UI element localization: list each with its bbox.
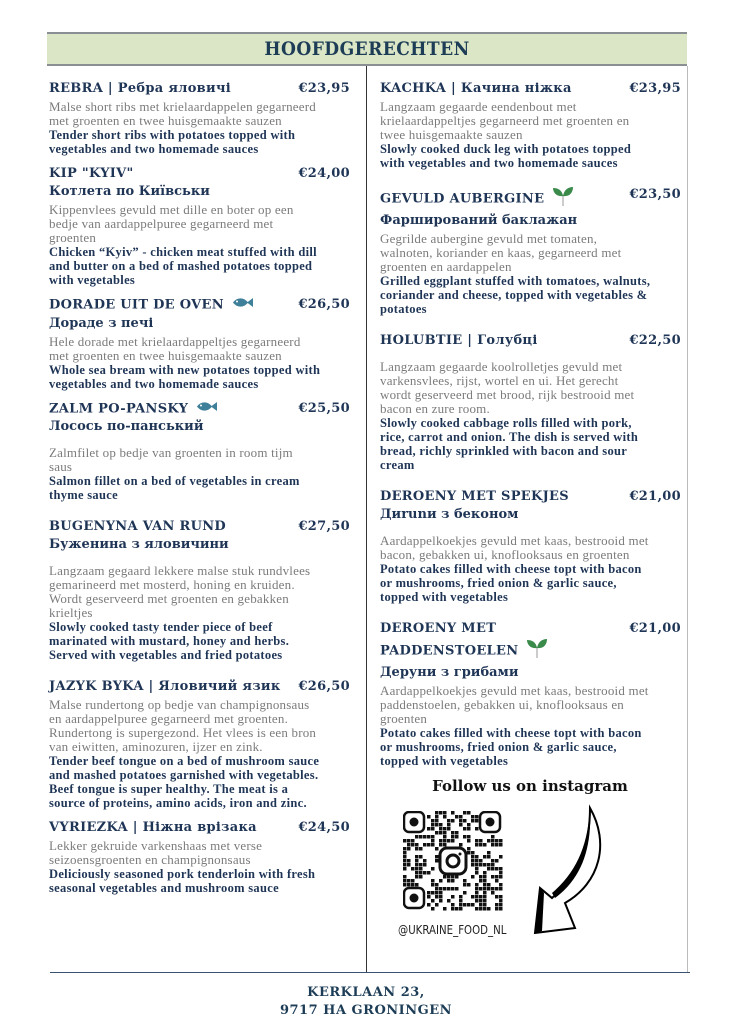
item-name-text: DEROENY MET PADDENSTOELEN xyxy=(380,621,519,659)
sprout-icon xyxy=(552,186,574,212)
right-column xyxy=(367,66,688,972)
item-description-en: Slowly cooked tasty tender piece of beef marinated with mustard, honey and herbs. Served with vegetables and fried potatoes xyxy=(49,620,290,662)
item-name-text: HOLUBTIE | Голубці xyxy=(380,333,538,348)
menu-item xyxy=(49,296,354,391)
item-title-row xyxy=(49,518,354,536)
item-price: €21,00 xyxy=(629,489,681,504)
menu-item xyxy=(49,165,354,287)
item-name-text: JAZYK BYKA | Яловичий язик xyxy=(49,679,281,694)
item-name-text: ZALM PO-PANSKY xyxy=(49,401,189,416)
item-title-row xyxy=(380,488,685,506)
instagram-block xyxy=(380,777,680,962)
address xyxy=(0,973,732,1034)
item-name xyxy=(49,400,298,419)
item-name xyxy=(49,678,298,696)
item-subtitle: Лосось по-панський xyxy=(49,419,204,434)
item-name-text: KIP "KYIV" xyxy=(49,166,134,181)
item-description-nl: Malse rundertong op bedje van champignonsaus en aardappelpuree gegarneerd met groenten. Rundertong is supergezond. Het vlees is een bron van eiwitten, aminozuren, ijzer en zink. xyxy=(49,697,317,754)
instagram-title: Follow us on instagram xyxy=(432,777,628,795)
address-line2: 9717 HA GRONINGEN xyxy=(279,1003,453,1018)
item-price: €25,50 xyxy=(298,400,350,416)
item-price: €24,00 xyxy=(298,166,350,181)
item-price: €23,50 xyxy=(629,187,681,202)
menu-item xyxy=(380,620,685,768)
item-price: €21,00 xyxy=(629,621,681,636)
menu-item xyxy=(380,332,685,472)
item-description-en: Grilled eggplant stuffed with tomatoes, walnuts, coriander and cheese, topped with vegetables & potatoes xyxy=(380,274,651,316)
item-title-row xyxy=(380,332,685,350)
menu-item xyxy=(380,488,685,604)
item-price: €26,50 xyxy=(298,679,350,694)
item-title-row xyxy=(380,80,685,98)
item-description-en: Potato cakes filled with cheese topt with bacon or mushrooms, fried onion & garlic sauce, topped with vegetables xyxy=(380,726,642,768)
menu-item xyxy=(49,518,354,662)
item-description-en: Whole sea bream with new potatoes topped with vegetables and two homemade sauces xyxy=(49,362,321,391)
item-price: €26,50 xyxy=(298,297,350,312)
item-title-row xyxy=(49,400,354,419)
item-name xyxy=(49,165,298,183)
item-name xyxy=(49,296,298,315)
item-title-row xyxy=(49,165,354,183)
section-title: HOOFDGERECHTEN xyxy=(264,38,470,60)
item-description-nl: Langzaam gegaarde koolrolletjes gevuld met varkensvlees, rijst, wortel en ui. Het gerecht wordt geserveerd met brood, rijk bestrooid met bacon en zure room. xyxy=(380,359,635,416)
item-title-row xyxy=(49,678,354,696)
item-subtitle: Диrunи з беконом xyxy=(380,507,519,522)
menu-item xyxy=(49,678,354,810)
item-name xyxy=(49,819,298,837)
item-name-text: DORADE UIT DE OVEN xyxy=(49,297,224,313)
item-subtitle: Буженина з яловичини xyxy=(49,537,229,552)
item-name-text: VYRIEZKA | Ніжна врізака xyxy=(49,820,257,835)
item-title-row xyxy=(49,819,354,837)
item-price: €27,50 xyxy=(298,519,350,534)
item-price: €23,95 xyxy=(298,81,350,96)
item-name xyxy=(380,620,629,664)
menu-item xyxy=(380,186,685,316)
item-name xyxy=(380,186,629,212)
item-description-en: Tender short ribs with potatoes topped with vegetables and two homemade sauces xyxy=(49,128,296,156)
fish-icon xyxy=(232,296,254,314)
item-description-nl: Zalmfilet op bedje van groenten in room tijm saus xyxy=(49,445,293,474)
item-name-text: DEROENY MET SPEKJES xyxy=(380,489,569,504)
item-description-nl: Malse short ribs met krielaardappelen gegarneerd met groenten en twee huisgemaakte sauzen xyxy=(49,99,316,128)
item-name-text: BUGENYNA VAN RUND xyxy=(49,519,226,534)
item-description-en: Deliciously seasoned pork tenderloin with fresh seasonal vegetables and mushroom sauce xyxy=(49,867,316,895)
item-description-nl: Aardappelkoekjes gevuld met kaas, bestrooid met paddenstoelen, gebakken ui, knoflooksaus en groenten xyxy=(380,683,649,726)
item-description-nl: Langzaam gegaard lekkere malse stuk rundvlees gemarineerd met mosterd, honing en kruiden. Wordt geserveerd met groenten en gebakken krieltjes xyxy=(49,563,311,620)
item-price: €23,95 xyxy=(629,81,681,96)
item-title-row xyxy=(49,80,354,98)
instagram-handle[interactable]: @UKRAINE_FOOD_NL xyxy=(398,923,507,937)
item-description-nl: Aardappelkoekjes gevuld met kaas, bestrooid met bacon, gebakken ui, knoflooksaus en groenten xyxy=(380,533,649,562)
menu-columns xyxy=(47,66,688,972)
item-title-row xyxy=(380,186,685,212)
item-name xyxy=(49,80,298,98)
item-name-text: GEVULD AUBERGINE xyxy=(380,191,545,207)
item-subtitle: Котлета по Київськи xyxy=(49,184,210,199)
item-name-text: REBRA | Ребра яловичі xyxy=(49,81,231,96)
item-description-en: Tender beef tongue on a bed of mushroom sauce and mashed potatoes garnished with vegetables. Beef tongue is super healthy. The meat is a source of proteins, amino acids, iron and zinc. xyxy=(49,754,320,810)
left-column xyxy=(47,66,367,972)
section-header xyxy=(47,32,687,66)
item-price: €22,50 xyxy=(629,333,681,348)
item-description-en: Salmon fillet on a bed of vegetables in cream thyme sauce xyxy=(49,474,300,502)
item-title-row xyxy=(49,296,354,315)
item-subtitle: Фарширований баклажан xyxy=(380,213,578,228)
menu-item xyxy=(49,80,354,156)
item-description-en: Potato cakes filled with cheese topt with bacon or mushrooms, fried onion & garlic sauce, topped with vegetables xyxy=(380,562,642,604)
item-description-nl: Langzaam gegaarde eendenbout met krielaardappeltjes gegarneerd met groenten en twee huisgemaakte sauzen xyxy=(380,99,630,142)
item-price: €24,50 xyxy=(298,820,350,835)
item-name xyxy=(49,518,298,536)
address-line1: KERKLAAN 23, xyxy=(307,985,425,1000)
item-name xyxy=(380,80,629,98)
item-description-en: Slowly cooked duck leg with potatoes topped with vegetables and two homemade sauces xyxy=(380,142,632,170)
instagram-qr-code[interactable] xyxy=(403,811,503,911)
item-name xyxy=(380,488,629,506)
arrow-icon xyxy=(530,803,610,943)
item-description-en: Slowly cooked cabbage rolls filled with pork, rice, carrot and onion. The dish is served with bread, richly sprinkled with bacon and sour cream xyxy=(380,416,639,472)
item-description-en: Chicken “Kyiv” - chicken meat stuffed with dill and butter on a bed of mashed potatoes topped with vegetables xyxy=(49,245,317,287)
menu-item xyxy=(49,400,354,503)
item-title-row xyxy=(380,620,685,664)
menu-item xyxy=(49,819,354,895)
menu-item xyxy=(380,80,685,170)
item-description-nl: Lekker gekruide varkenshaas met verse seizoensgroenten en champignonsaus xyxy=(49,838,263,867)
item-description-nl: Kippenvlees gevuld met dille en boter op een bedje van aardappelpuree gegarneerd met groenten xyxy=(49,202,294,245)
sprout-icon xyxy=(526,638,548,664)
item-description-nl: Gegrilde aubergine gevuld met tomaten, walnoten, koriander en kaas, gegarneerd met groenten en aardappelen xyxy=(380,231,622,274)
item-description-nl: Hele dorade met krielaardappeltjes gegarneerd met groenten en twee huisgemaakte sauzen xyxy=(49,333,301,363)
item-subtitle: Дораде з печі xyxy=(49,315,154,331)
item-name-text: KACHKA | Качина ніжка xyxy=(380,81,572,96)
item-name xyxy=(380,332,629,350)
fish-icon xyxy=(196,400,218,418)
item-subtitle: Деруни з грибами xyxy=(380,665,519,680)
